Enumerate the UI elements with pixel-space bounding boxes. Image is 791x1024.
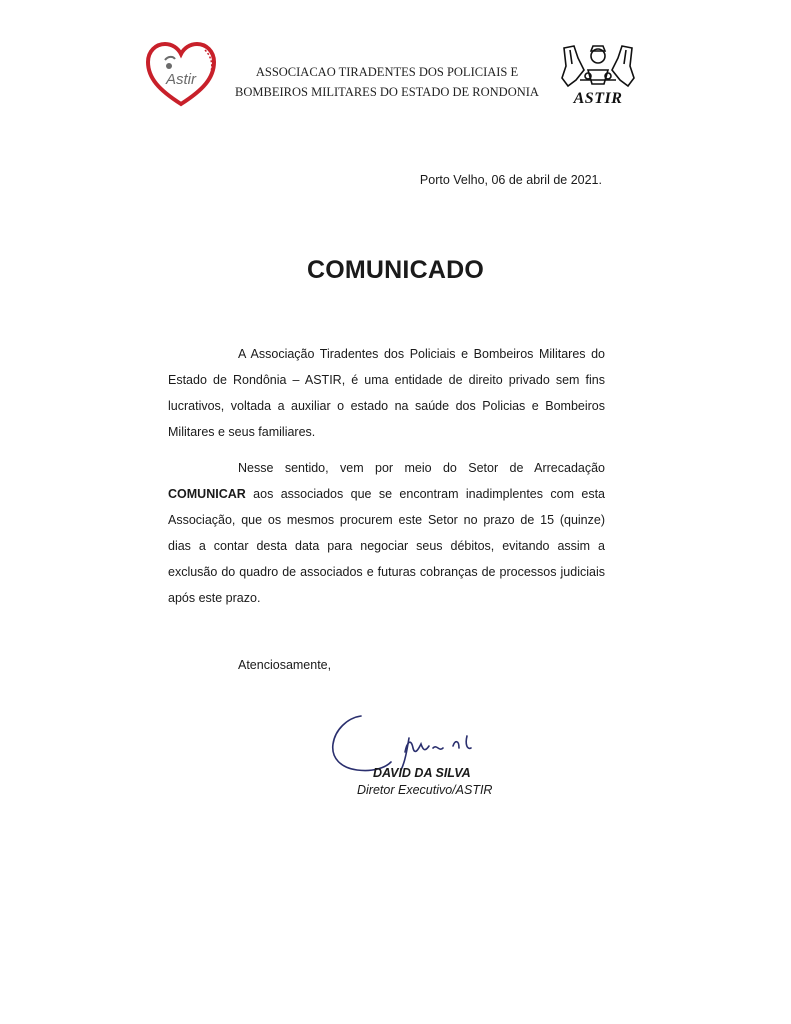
signer-role: Diretor Executivo/ASTIR — [357, 783, 493, 797]
paragraph-1: A Associação Tiradentes dos Policiais e Bombeiros Militares do Estado de Rondônia – ASTIR, é uma entidade de direito privado sem fins lucrativos, voltada a auxiliar o estado na saúde dos Policias e Bombeiros Militares e seus familiares. — [168, 347, 605, 439]
paragraph-2-lead: Nesse sentido, vem por meio do Setor de Arrecadação — [238, 461, 605, 475]
signer-name: DAVID DA SILVA — [373, 766, 471, 780]
paragraph-2 — [168, 455, 605, 611]
astir-heart-logo-icon — [145, 40, 217, 108]
paragraph-2-rest: aos associados que se encontram inadimplentes com esta Associação, que os mesmos procurem este Setor no prazo de 15 (quinze) dias a contar desta data para negociar seus débitos, evitando assim a exclusão do quadro de associados e futuras cobranças de processos judiciais após este prazo. — [168, 487, 605, 605]
left-logo-text: Astir — [166, 71, 196, 88]
paragraph-2-emphasis: COMUNICAR — [168, 487, 246, 501]
document-title: COMUNICADO — [307, 256, 484, 284]
closing-salutation: Atenciosamente, — [238, 658, 332, 672]
right-logo-text: ASTIR — [573, 90, 623, 107]
org-name-line2: BOMBEIROS MILITARES DO ESTADO DE RONDONIA — [235, 85, 539, 99]
letter-date: Porto Velho, 06 de abril de 2021. — [419, 173, 602, 187]
org-name-line1: ASSOCIACAO TIRADENTES DOS POLICIAIS E — [255, 65, 519, 79]
organization-name — [232, 62, 542, 102]
